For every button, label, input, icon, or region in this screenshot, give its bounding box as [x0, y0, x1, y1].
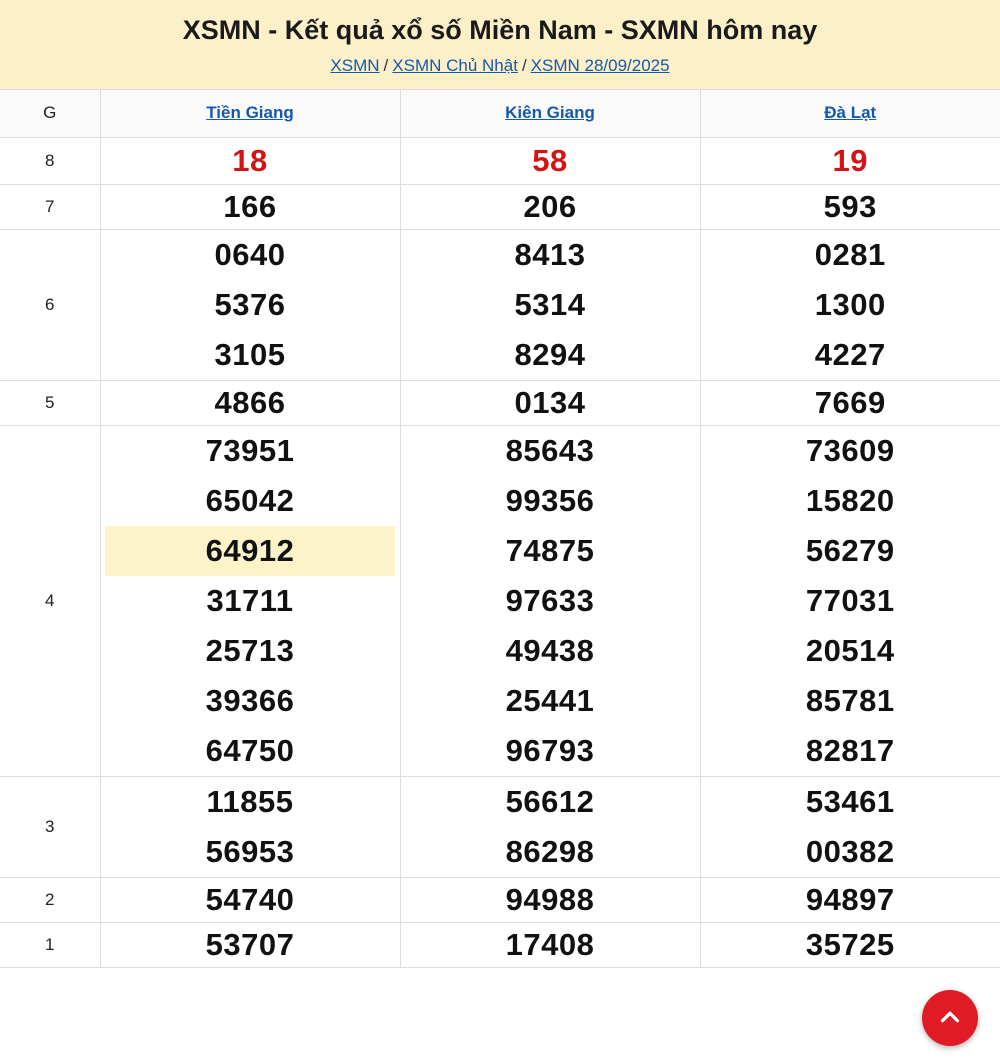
prize-number: 17408	[505, 926, 595, 962]
prize-numbers-cell	[100, 380, 400, 425]
table-row	[0, 776, 1000, 877]
prize-number: 166	[223, 188, 277, 224]
prize-numbers-cell	[700, 380, 1000, 425]
prize-number: 00382	[805, 833, 895, 869]
prize-number: 0640	[214, 236, 286, 272]
page-header	[0, 0, 1000, 89]
prize-number: 5376	[214, 286, 286, 322]
prize-number: 7669	[814, 384, 886, 420]
prize-numbers-cell	[400, 922, 700, 967]
prize-number: 206	[523, 188, 577, 224]
prize-number: 8294	[514, 336, 586, 372]
prize-number: 5314	[514, 286, 586, 322]
table-row	[0, 184, 1000, 229]
prize-number: 56612	[505, 783, 595, 819]
table-row	[0, 425, 1000, 776]
prize-number: 1300	[814, 286, 886, 322]
prize-numbers-cell	[400, 137, 700, 184]
prize-number: 15820	[805, 482, 895, 518]
prize-numbers-cell	[400, 776, 700, 877]
prize-number: 74875	[505, 532, 595, 568]
prize-numbers-cell	[700, 137, 1000, 184]
table-row	[0, 229, 1000, 380]
breadcrumb	[0, 56, 1000, 76]
prize-number: 0281	[814, 236, 886, 272]
prize-number: 85781	[805, 682, 895, 718]
table-body	[0, 137, 1000, 967]
prize-number: 19	[832, 142, 868, 178]
province-link-tien-giang[interactable]: Tiền Giang	[206, 103, 294, 123]
prize-number: 56279	[805, 532, 895, 568]
prize-number: 31711	[206, 582, 294, 618]
prize-number: 0134	[514, 384, 586, 420]
prize-label: 1	[0, 922, 100, 967]
prize-numbers-cell	[400, 184, 700, 229]
prize-number: 53461	[805, 783, 895, 819]
table-row	[0, 137, 1000, 184]
prize-number: 593	[823, 188, 877, 224]
prize-numbers-cell	[100, 425, 400, 776]
prize-number: 11855	[206, 783, 294, 819]
prize-label: 4	[0, 425, 100, 776]
prize-number: 3105	[214, 336, 286, 372]
prize-label: 7	[0, 184, 100, 229]
province-link-da-lat[interactable]: Đà Lạt	[824, 103, 877, 123]
prize-number: 58	[532, 142, 568, 178]
prize-numbers-cell	[100, 229, 400, 380]
prize-numbers-cell	[400, 380, 700, 425]
province-link-kien-giang[interactable]: Kiên Giang	[505, 103, 595, 123]
prize-number: 20514	[805, 632, 895, 668]
column-header-province-1	[400, 89, 700, 137]
prize-numbers-cell	[400, 229, 700, 380]
prize-numbers-cell	[100, 877, 400, 922]
prize-numbers-cell	[400, 425, 700, 776]
prize-numbers-cell	[700, 776, 1000, 877]
table-row	[0, 922, 1000, 967]
scroll-to-top-button[interactable]	[922, 990, 978, 1046]
prize-numbers-cell	[100, 776, 400, 877]
chevron-up-icon	[935, 1002, 965, 1035]
prize-number: 97633	[505, 582, 595, 618]
prize-number: 64912	[105, 526, 395, 576]
lottery-results-table	[0, 89, 1000, 968]
column-header-prize: G	[0, 89, 100, 137]
prize-number: 64750	[205, 732, 295, 768]
prize-number: 49438	[505, 632, 595, 668]
table-header-row	[0, 89, 1000, 137]
prize-numbers-cell	[100, 137, 400, 184]
table-row	[0, 380, 1000, 425]
prize-numbers-cell	[700, 877, 1000, 922]
prize-number: 25441	[505, 682, 595, 718]
prize-label: 8	[0, 137, 100, 184]
prize-number: 94988	[505, 881, 595, 917]
prize-number: 73609	[805, 432, 895, 468]
prize-number: 73951	[205, 432, 295, 468]
prize-number: 94897	[805, 881, 895, 917]
prize-number: 25713	[205, 632, 295, 668]
prize-numbers-cell	[100, 922, 400, 967]
prize-number: 77031	[805, 582, 895, 618]
prize-number: 53707	[205, 926, 295, 962]
prize-label: 6	[0, 229, 100, 380]
prize-number: 65042	[205, 482, 295, 518]
prize-number: 4866	[214, 384, 286, 420]
page-title: XSMN - Kết quả xổ số Miền Nam - SXMN hôm nay	[182, 15, 818, 45]
prize-number: 96793	[505, 732, 595, 768]
prize-number: 35725	[805, 926, 895, 962]
breadcrumb-item-xsmn-chu-nhat[interactable]: XSMN Chủ Nhật	[392, 56, 518, 76]
breadcrumb-separator-2: /	[521, 56, 527, 76]
prize-numbers-cell	[100, 184, 400, 229]
prize-numbers-cell	[700, 229, 1000, 380]
column-header-province-2	[700, 89, 1000, 137]
prize-label: 2	[0, 877, 100, 922]
prize-numbers-cell	[700, 184, 1000, 229]
prize-number: 82817	[805, 732, 895, 768]
breadcrumb-separator-1: /	[383, 56, 389, 76]
prize-number: 56953	[205, 833, 295, 869]
prize-number: 54740	[205, 881, 295, 917]
prize-numbers-cell	[700, 922, 1000, 967]
prize-number: 86298	[505, 833, 595, 869]
prize-number: 39366	[205, 682, 295, 718]
prize-number: 8413	[514, 236, 586, 272]
table-row	[0, 877, 1000, 922]
prize-numbers-cell	[700, 425, 1000, 776]
prize-number: 85643	[505, 432, 595, 468]
prize-number: 99356	[505, 482, 595, 518]
prize-number: 18	[232, 142, 268, 178]
prize-label: 5	[0, 380, 100, 425]
breadcrumb-item-xsmn[interactable]: XSMN	[330, 56, 380, 76]
column-header-province-0	[100, 89, 400, 137]
prize-number: 4227	[814, 336, 886, 372]
prize-label: 3	[0, 776, 100, 877]
breadcrumb-item-xsmn-date[interactable]: XSMN 28/09/2025	[530, 56, 670, 76]
prize-numbers-cell	[400, 877, 700, 922]
